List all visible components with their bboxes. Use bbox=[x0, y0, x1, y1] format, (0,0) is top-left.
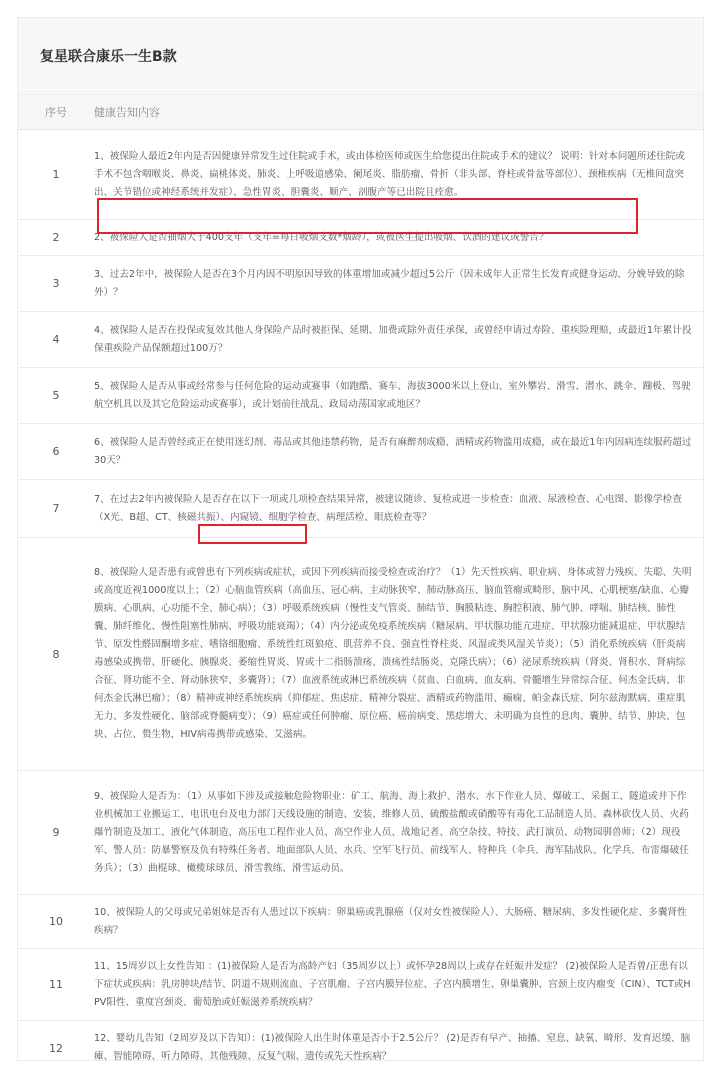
row-text: 8、被保险人是否患有或曾患有下列疾病或症状，或因下列疾病而接受检查或治疗？（1）先天性疾病、职业病、身体或智力残疾、失聪、失明或高度近视1000度以上；（2）心脑血管疾病（高血压、冠心病、主动脉狭窄、肺动脉高压、脑血管瘤或畸形、脑中风、心肌梗塞/缺血、心瓣膜病、心肌病、心功能不全、肺心病）；（3）呼吸系统疾病（慢性支气管炎、肺结节、胸膜粘连、胸腔积液、肺气肿、哮喘、肺结核、肺性囊、肺纤维化、慢性阻塞性肺病、呼吸功能衰竭）；（4）内分泌或免疫系统疾病（糖尿病、甲状腺功能亢进症、甲状腺功能减退症、甲状腺结节、原发性醛固酮增多症、嗜铬细胞瘤、系统性红斑狼疮、肌营养不良、强直性脊柱炎、风湿或类风湿关节炎）；（5）消化系统疾病（肝炎病毒感染或携带、肝硬化、胰腺炎、萎缩性胃炎、胃或十二指肠溃疡、溃疡性结肠炎、克隆氏病）；（6）泌尿系统疾病（肾炎、肾积水、肾病综合征、肾功能不全、肾动脉狭窄、多囊肾）；（7）血液系统或淋巴系统疾病（贫血、白血病、血友病、骨髓增生异常综合征、何杰金氏病、非何杰金氏淋巴瘤）；（8）精神或神经系统疾病（抑郁症、焦虑症、精神分裂症、酒精或药物滥用、癫痫、帕金森氏症、阿尔兹海默病、重症肌无力、多发性硬化、脑部或脊髓病变）；（9）癌症或任何肿瘤、原位癌、癌前病变、黑痣增大、未明确为良性的息肉、囊肿、结节、肿块、包块、占位、赘生物，HIV病毒携带或感染、艾滋病。 bbox=[94, 567, 692, 740]
row-num: 6 bbox=[52, 445, 60, 458]
table-row bbox=[18, 771, 703, 895]
header-num: 序号 bbox=[45, 106, 67, 119]
health-notice-table bbox=[17, 17, 704, 1061]
row-num: 11 bbox=[49, 978, 63, 991]
row-num: 2 bbox=[52, 231, 60, 244]
row-text: 4、被保险人是否在投保或复效其他人身保险产品时被拒保、延期、加费或除外责任承保，或曾经申请过寿险、重疾险理赔，或最近1年累计投保重疾险产品保额超过100万？ bbox=[94, 324, 692, 354]
table-row bbox=[18, 368, 703, 424]
row-num: 5 bbox=[52, 389, 60, 402]
table-row bbox=[18, 949, 703, 1021]
row-num: 12 bbox=[49, 1041, 63, 1055]
row-text: 2、被保险人是否抽烟大于400支年（支年=每日吸烟支数*烟龄），或被医生提出吸烟、饮酒的建议或警告？ bbox=[94, 231, 549, 243]
row-text: 5、被保险人是否从事或经常参与任何危险的运动或赛事（如跑酷、赛车、海拔3000米以上登山、室外攀岩、滑雪、潜水、跳伞、蹦极、驾驶航空机具以及其它危险运动或赛事），或计划前往战乱、政局动荡国家或地区？ bbox=[94, 380, 691, 410]
row-num: 7 bbox=[52, 502, 60, 515]
table-row bbox=[18, 1021, 703, 1075]
row-text: 6、被保险人是否曾经或正在使用迷幻剂、毒品或其他违禁药物，是否有麻醉剂成瘾、酒精或药物滥用成瘾，或在最近1年内因病连续服药超过30天？ bbox=[94, 436, 692, 466]
row-num: 4 bbox=[52, 333, 60, 346]
table-row bbox=[18, 424, 703, 480]
row-text: 1、被保险人最近2年内是否因健康异常发生过住院或手术，或由体检医师或医生给您提出住院或手术的建议？ 说明：针对本问题所述住院或手术不包含咽喉炎、鼻炎、扁桃体炎、肺炎、上呼吸道感染、阑尾炎、脂肪瘤、骨折（非头部、脊柱或骨盆等部位）、颈椎疾病（无椎间盘突出、关节错位或神经系统并发症）、急性胃炎、胆囊炎、顺产、剖腹产等已出院且痊愈。 bbox=[94, 150, 685, 198]
row-text: 9、被保险人是否为：（1）从事如下涉及或接触危险物职业：矿工、航海、海上救护、潜水、水下作业人员、爆破工、采掘工、隧道或井下作业机械加工业搬运工、电讯电台及电力部门天线设施的制造、安装、维修人员、硫酸盐酸或硝酸等有毒化工品制造人员、森林砍伐人员、火药爆竹制造及加工、液化气体制造、高压电工程作业人员、高空作业人员、战地记者、高空杂技、特技、武打演员、动物园驯兽师；（2）现役军、警人员：防暴警察及负有特殊任务者、地面部队人员、水兵、空军飞行员、前线军人、特种兵（伞兵、海军陆战队、化学兵、布雷爆破任务兵）；（3）曲棍球、橄榄球球员、滑雪教练、滑雪运动员。 bbox=[94, 790, 689, 874]
table-row bbox=[18, 256, 703, 312]
table-header bbox=[18, 94, 703, 130]
row-text: 10、被保险人的父母或兄弟姐妹是否有人患过以下疾病：卵巢癌或乳腺癌（仅对女性被保险人）、大肠癌、糖尿病、多发性硬化症、多囊肾性疾病？ bbox=[94, 906, 687, 936]
product-title: 复星联合康乐一生B款 bbox=[40, 49, 177, 65]
row-num: 9 bbox=[52, 826, 60, 839]
row-num: 3 bbox=[52, 277, 60, 290]
table-row bbox=[18, 895, 703, 949]
row-text: 3、过去2年中，被保险人是否在3个月内因不明原因导致的体重增加或减少超过5公斤（因未成年人正常生长发育或健身运动、分娩导致的除外）？ bbox=[94, 268, 685, 298]
row-num: 10 bbox=[49, 915, 63, 928]
row-text: 7、在过去2年内被保险人是否存在以下一项或几项检查结果异常，被建议随诊、复检或进一步检查：血液、尿液检查、心电图、影像学检查（X光、B超、CT、核磁共振）、内窥镜、细胞学检查、病理活检、眼底检查等？ bbox=[94, 493, 682, 523]
row-text: 11、15周岁以上女性告知 ：(1)被保险人是否为高龄产妇（35周岁以上）或怀孕28周以上或存在妊娠并发症？ (2)被保险人是否曾/正患有以下症状或疾病：乳房肿块/结节、阴道不规则流血、子宫肌瘤、子宫内膜异位症、子宫内膜增生、卵巢囊肿、宫颈上皮内瘤变（CIN）、TCT或HPV阳性、重度宫颈炎、葡萄胎或妊娠滋养系统疾病？ bbox=[94, 960, 691, 1008]
row-num: 1 bbox=[52, 168, 60, 181]
table-row bbox=[18, 130, 703, 220]
table-row bbox=[18, 538, 703, 771]
header-content: 健康告知内容 bbox=[94, 106, 160, 119]
table-row bbox=[18, 312, 703, 368]
table-row bbox=[18, 220, 703, 256]
table-row bbox=[18, 480, 703, 538]
row-num: 8 bbox=[52, 647, 60, 661]
title-bar bbox=[18, 18, 703, 94]
row-text: 12、婴幼儿告知（2周岁及以下告知）：(1)被保险人出生时体重是否小于2.5公斤？ (2)是否有早产、抽搐、窒息、缺氧、畸形、发育迟缓、脑瘫、智能障碍、听力障碍、其他残障、反复气喘、遗传或先天性疾病？ bbox=[94, 1033, 691, 1062]
